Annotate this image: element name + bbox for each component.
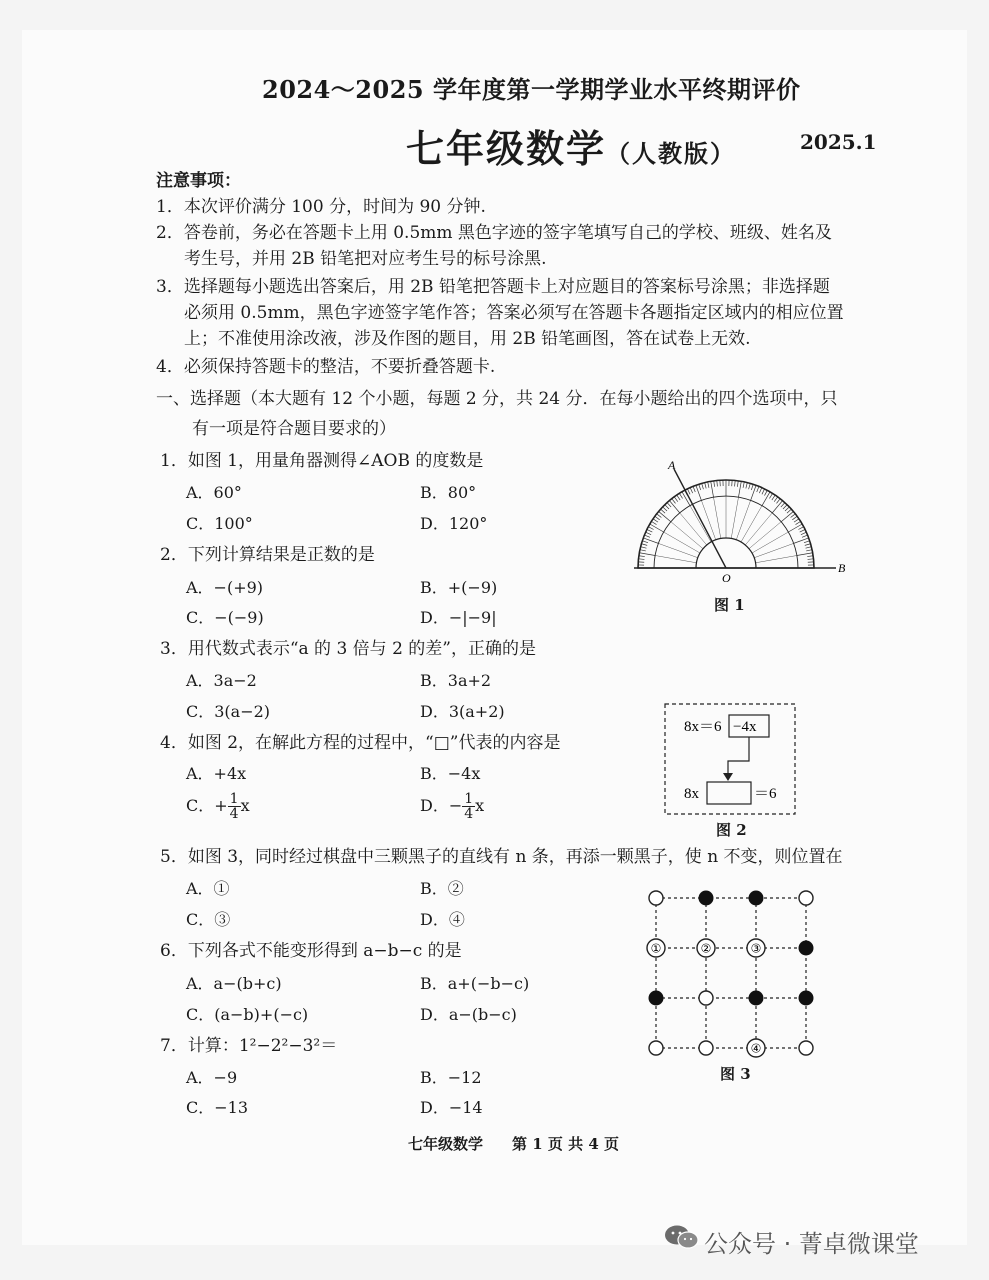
protractor-tick bbox=[797, 553, 813, 556]
protractor-tick bbox=[787, 509, 791, 513]
protractor-tick bbox=[791, 514, 796, 518]
q4-option-d: D．− $\frac{1}{4}$ x bbox=[420, 791, 485, 822]
protractor-tick bbox=[648, 527, 653, 530]
mark-2-label: ② bbox=[700, 941, 712, 956]
protractor-tick bbox=[746, 483, 747, 489]
protractor-tick bbox=[655, 516, 660, 520]
protractor-tick bbox=[705, 483, 706, 489]
label-a: A bbox=[668, 458, 676, 472]
white-stone bbox=[699, 1041, 713, 1055]
protractor-tick bbox=[674, 497, 678, 502]
protractor-tick bbox=[806, 547, 812, 548]
equation-figure bbox=[664, 703, 796, 815]
note-line: 考生号，并用 2B 铅笔把对应考生号的标号涂黑. bbox=[184, 249, 547, 269]
protractor-radial bbox=[756, 555, 797, 562]
protractor-tick bbox=[699, 484, 701, 490]
q6-option-a: A．a−(b+c) bbox=[186, 974, 282, 993]
protractor-tick bbox=[794, 538, 809, 543]
protractor-tick bbox=[806, 550, 812, 551]
black-stone bbox=[749, 891, 764, 906]
protractor-tick bbox=[801, 532, 806, 534]
protractor-inner-arc bbox=[696, 538, 756, 568]
arrow-head bbox=[723, 773, 733, 781]
black-stone bbox=[699, 891, 714, 906]
q7-option-c: C．−13 bbox=[186, 1098, 249, 1117]
protractor-tick bbox=[661, 509, 665, 513]
q5-option-b: B．② bbox=[420, 879, 464, 898]
q2-option-d: D．−|−9| bbox=[420, 608, 497, 627]
white-stone bbox=[699, 991, 713, 1005]
watermark-text: 公众号 · 菁卓微课堂 bbox=[704, 1230, 919, 1258]
subject-title bbox=[406, 118, 736, 173]
protractor-radial bbox=[658, 543, 697, 557]
protractor-radial bbox=[655, 555, 696, 562]
protractor-tick bbox=[751, 484, 753, 490]
protractor-tick bbox=[783, 505, 787, 509]
protractor-tick bbox=[804, 541, 810, 543]
protractor-tick bbox=[762, 492, 770, 506]
protractor-tick bbox=[764, 490, 767, 495]
protractor-tick bbox=[739, 481, 742, 497]
q6-option-b: B．a+(−b−c) bbox=[420, 974, 530, 993]
q6-option-d: D．a−(b−c) bbox=[420, 1005, 517, 1024]
protractor-tick bbox=[785, 507, 789, 511]
exam-title: 2024～2025 学年度第一学期学业水平终期评价 bbox=[262, 75, 801, 104]
protractor-tick bbox=[776, 499, 780, 504]
protractor-tick bbox=[690, 488, 692, 493]
note-line: 3．选择题每小题选出答案后，用 2B 铅笔把答题卡上对应题目的答案标号涂黑；非选择题 bbox=[156, 277, 830, 297]
protractor-tick bbox=[702, 483, 704, 489]
protractor-tick bbox=[751, 485, 756, 500]
protractor-tick bbox=[781, 503, 785, 507]
protractor-tick bbox=[711, 481, 714, 497]
q5-option-c: C．③ bbox=[186, 910, 231, 929]
white-stone bbox=[649, 1041, 663, 1055]
section-heading-cont: 有一项是符合题目要求的） bbox=[192, 419, 396, 439]
protractor-tick bbox=[802, 535, 808, 537]
protractor-tick bbox=[663, 507, 667, 511]
mark-4-label: ④ bbox=[750, 1041, 762, 1056]
protractor-tick bbox=[714, 481, 715, 487]
q7-option-a: A．−9 bbox=[186, 1068, 238, 1087]
q7-option-b: B．−12 bbox=[420, 1068, 482, 1087]
protractor-tick bbox=[717, 480, 718, 486]
note-line: 4．必须保持答题卡的整洁，不要折叠答题卡. bbox=[156, 357, 496, 377]
protractor-tick bbox=[769, 493, 772, 498]
protractor-tick bbox=[757, 486, 759, 492]
q6-option-c: C．(a−b)+(−c) bbox=[186, 1005, 309, 1024]
protractor-tick bbox=[749, 483, 751, 489]
question-6-stem: 6．下列各式不能变形得到 a−b−c 的是 bbox=[160, 941, 462, 961]
protractor-tick bbox=[667, 503, 671, 507]
protractor-tick bbox=[762, 489, 765, 494]
q2-option-c: C．−(−9) bbox=[186, 608, 264, 627]
protractor-tick bbox=[677, 495, 680, 500]
protractor-tick bbox=[640, 550, 646, 551]
protractor-tick bbox=[644, 535, 650, 537]
q3-option-a: A．3a−2 bbox=[186, 671, 257, 690]
protractor-tick bbox=[638, 559, 644, 560]
protractor-tick bbox=[792, 516, 797, 520]
protractor-tick bbox=[646, 532, 651, 534]
question-4-stem: 4．如图 2，在解此方程的过程中，“□”代表的内容是 bbox=[160, 733, 561, 753]
note-line: 必须用 0.5mm，黑色字迹签字笔作答；答案必须写在答题卡各题指定区域内的相应位置 bbox=[184, 303, 844, 323]
section-heading: 一、选择题（本大题有 12 个小题，每题 2 分，共 24 分．在每小题给出的四个选项中，只 bbox=[156, 389, 838, 409]
fraction: $\frac{1}{4}$ bbox=[229, 791, 239, 822]
protractor-tick bbox=[642, 541, 648, 543]
protractor-tick bbox=[798, 527, 803, 530]
question-2-stem: 2．下列计算结果是正数的是 bbox=[160, 545, 375, 565]
question-1-stem: 1．如图 1，用量角器测得∠AOB 的度数是 bbox=[160, 451, 484, 471]
white-stone bbox=[799, 891, 813, 905]
fraction: $\frac{1}{4}$ bbox=[464, 791, 474, 822]
label-b: B bbox=[838, 561, 846, 575]
chessboard-figure bbox=[640, 882, 820, 1062]
protractor-tick bbox=[807, 556, 813, 557]
question-5-stem: 5．如图 3，同时经过棋盘中三颗黑子的直线有 n 条，再添一颗黑子，使 n 不变，则位置在 bbox=[160, 847, 843, 867]
protractor-tick bbox=[805, 544, 811, 546]
footer-subject: 七年级数学 bbox=[408, 1135, 484, 1153]
protractor-radial bbox=[736, 500, 750, 539]
protractor-tick bbox=[643, 538, 658, 543]
protractor-ticks bbox=[638, 480, 814, 568]
q7-option-d: D．−14 bbox=[420, 1098, 483, 1117]
protractor-radial bbox=[664, 532, 700, 553]
q2-option-b: B．+(−9) bbox=[420, 578, 498, 597]
eq2-left: 8x bbox=[684, 786, 699, 802]
mark-1-label: ① bbox=[650, 941, 662, 956]
protractor-tick bbox=[808, 559, 814, 560]
protractor-tick bbox=[650, 524, 664, 532]
protractor-tick bbox=[788, 524, 802, 532]
protractor-tick bbox=[665, 505, 669, 509]
protractor-tick bbox=[708, 482, 709, 488]
protractor-tick bbox=[737, 481, 738, 487]
protractor-tick bbox=[693, 486, 695, 492]
protractor-radial bbox=[690, 506, 711, 542]
protractor-tick bbox=[641, 547, 647, 548]
edition-label: （人教版） bbox=[606, 139, 737, 168]
exam-date: 2025.1 bbox=[800, 130, 877, 154]
figure-2-caption: 图 2 bbox=[716, 821, 747, 839]
protractor-tick bbox=[641, 544, 647, 546]
q5-option-d: D．④ bbox=[420, 910, 465, 929]
footer-page: 第 1 页 共 4 页 bbox=[512, 1135, 619, 1153]
protractor-radial bbox=[752, 532, 788, 553]
white-stone bbox=[799, 1041, 813, 1055]
q1-option-d: D．120° bbox=[420, 514, 488, 533]
protractor-tick bbox=[796, 521, 801, 524]
mark-3-label: ③ bbox=[750, 941, 762, 956]
eq1-box-text: −4x bbox=[733, 719, 757, 735]
arrow-line bbox=[728, 737, 749, 775]
black-stone bbox=[649, 991, 664, 1006]
protractor-tick bbox=[800, 529, 805, 532]
protractor-figure bbox=[630, 455, 860, 590]
protractor-tick bbox=[687, 489, 690, 494]
q4-option-a: A．+4x bbox=[186, 764, 247, 783]
black-stone bbox=[749, 991, 764, 1006]
q1-option-a: A．60° bbox=[186, 483, 242, 502]
protractor-tick bbox=[743, 482, 744, 488]
protractor-tick bbox=[672, 499, 676, 504]
q1-option-b: B．80° bbox=[420, 483, 477, 502]
protractor-radial bbox=[741, 506, 762, 542]
black-stone bbox=[799, 991, 814, 1006]
protractor-radial bbox=[713, 497, 720, 538]
q3-option-d: D．3(a+2) bbox=[420, 702, 505, 721]
grid-lines bbox=[656, 898, 806, 1048]
white-stone bbox=[649, 891, 663, 905]
protractor-radial bbox=[754, 543, 793, 557]
note-line: 1．本次评价满分 100 分，时间为 90 分钟. bbox=[156, 197, 486, 217]
question-3-stem: 3．用代数式表示“a 的 3 倍与 2 的差”，正确的是 bbox=[160, 639, 536, 659]
q5-option-a: A．① bbox=[186, 879, 230, 898]
question-7-stem: 7．计算：1²−2²−3²＝ bbox=[160, 1036, 338, 1056]
protractor-tick bbox=[794, 519, 799, 522]
protractor-radial bbox=[731, 497, 738, 538]
protractor-tick bbox=[735, 480, 736, 486]
figure-3-caption: 图 3 bbox=[720, 1065, 751, 1083]
protractor-tick bbox=[639, 553, 655, 556]
black-stone bbox=[799, 941, 814, 956]
q1-option-c: C．100° bbox=[186, 514, 253, 533]
q2-option-a: A．−(+9) bbox=[186, 578, 264, 597]
protractor-tick bbox=[679, 493, 682, 498]
q4-option-b: B．−4x bbox=[420, 764, 481, 783]
q4-option-c: C．+ $\frac{1}{4}$ x bbox=[186, 791, 250, 822]
note-line: 上；不准使用涂改液，涉及作图的题目，用 2B 铅笔画图，答在试卷上无效. bbox=[184, 329, 751, 349]
eq1-left: 8x＝6 bbox=[684, 719, 722, 735]
blank-box bbox=[707, 782, 751, 804]
subject-name: 七年级数学 bbox=[406, 126, 607, 171]
q3-option-c: C．3(a−2) bbox=[186, 702, 271, 721]
protractor-tick bbox=[651, 521, 656, 524]
protractor-tick bbox=[759, 488, 761, 493]
protractor-tick bbox=[774, 497, 778, 502]
protractor-tick bbox=[653, 519, 658, 522]
protractor-tick bbox=[647, 529, 652, 532]
figure-1-caption: 图 1 bbox=[714, 596, 745, 614]
protractor-tick bbox=[682, 492, 690, 506]
protractor-tick bbox=[657, 514, 662, 518]
q3-option-b: B．3a+2 bbox=[420, 671, 492, 690]
protractor-tick bbox=[696, 485, 701, 500]
eq2-right: ＝6 bbox=[754, 786, 777, 802]
note-line: 2．答卷前，务必在答题卡上用 0.5mm 黑色字迹的签字笔填写自己的学校、班级、姓名及 bbox=[156, 223, 832, 243]
protractor-tick bbox=[772, 495, 775, 500]
wechat-icon bbox=[664, 1224, 700, 1250]
protractor-tick bbox=[639, 556, 645, 557]
label-o: O bbox=[722, 571, 731, 585]
notes-heading: 注意事项： bbox=[156, 171, 241, 191]
